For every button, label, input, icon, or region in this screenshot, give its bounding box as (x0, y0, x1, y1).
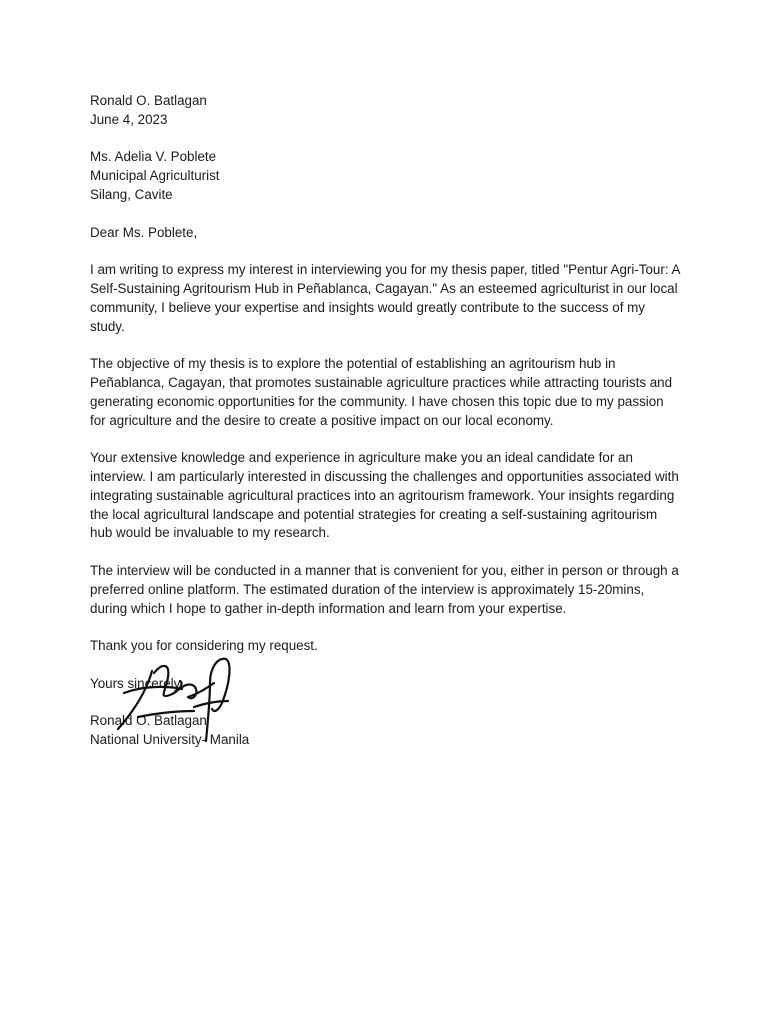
signoff-affiliation: National University- Manila (90, 732, 250, 748)
closing: Yours sincerely, (90, 675, 184, 691)
spacer (90, 618, 680, 637)
signoff-name: Ronald O. Batlagan (90, 713, 207, 729)
spacer (90, 430, 680, 449)
sender-name: Ronald O. Batlagan (90, 93, 207, 108)
paragraph-thanks: Thank you for considering my request. (90, 638, 318, 654)
spacer (90, 242, 680, 261)
spacer (90, 336, 680, 355)
spacer (90, 694, 680, 713)
recipient-name: Ms. Adelia V. Poblete (90, 149, 217, 165)
recipient-location: Silang, Cavite (90, 186, 173, 202)
spacer (90, 130, 680, 149)
recipient-title: Municipal Agriculturist (90, 168, 220, 184)
letter-date: June 4, 2023 (90, 111, 168, 127)
paragraph-expertise: Your extensive knowledge and experience in agriculture make you an ideal candidate for an interview. I am particularly interested in discussing the challenges and opportunities associated with integrating sustainable agricultural practices into an agritourism framework. Your insights regarding the local agricultural landscape and potential strategies for creating a self-sustaining agritourism hub would be invaluable to my research. (90, 450, 679, 541)
salutation: Dear Ms. Poblete, (90, 224, 198, 240)
paragraph-request: I am writing to express my interest in interviewing you for my thesis paper, titled "Pentur Agri-Tour: A Self-Sustaining Agritourism Hub in Peñablanca, Cagayan." As an esteemed agriculturist in our local community, I believe your expertise and insights would greatly contribute to the success of my study. (90, 262, 680, 334)
letter-body (90, 92, 680, 750)
paragraph-logistics: The interview will be conducted in a manner that is convenient for you, either in person or through a preferred online platform. The estimated duration of the interview is approximately 15-20mins, during which I hope to gather in-depth information and learn from your expertise. (90, 562, 679, 616)
spacer (90, 656, 680, 675)
paragraph-objective: The objective of my thesis is to explore the potential of establishing an agritourism hub in Peñablanca, Cagayan, that promotes sustainable agriculture practices while attracting tourists and generating economic opportunities for the community. I have chosen this topic due to my passion for agriculture and the desire to create a positive impact on our local economy. (90, 356, 673, 428)
spacer (90, 543, 680, 562)
spacer (90, 205, 680, 224)
signature-block (90, 675, 680, 750)
